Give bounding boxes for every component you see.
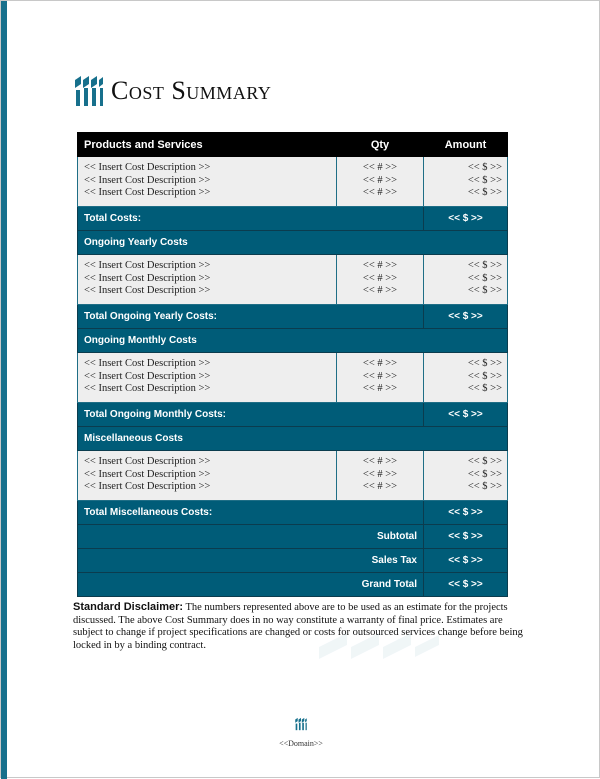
table-row <box>78 353 508 403</box>
cost-description-line: << Insert Cost Description >> <box>84 456 211 467</box>
amount-line: << $ >> <box>467 383 502 394</box>
amount-line: << $ >> <box>467 162 502 173</box>
amount-cell <box>424 451 508 501</box>
amount-line: << $ >> <box>467 468 502 480</box>
amount-line: << $ >> <box>467 187 502 198</box>
qty-line: << # >> <box>362 272 398 284</box>
bar-columns-logo-icon <box>73 74 105 108</box>
section-heading: Ongoing Yearly Costs <box>78 231 508 255</box>
qty-line: << # >> <box>362 358 398 369</box>
amount-cell <box>424 353 508 403</box>
column-header-amount: Amount <box>424 133 508 157</box>
amount-cell <box>424 157 508 207</box>
cost-description-line: << Insert Cost Description >> <box>84 162 211 173</box>
qty-line: << # >> <box>362 187 398 198</box>
summary-label: Grand Total <box>78 573 424 597</box>
amount-cell <box>424 255 508 305</box>
qty-line: << # >> <box>362 481 398 492</box>
cost-description-cell <box>78 451 337 501</box>
section-heading-row <box>78 329 508 353</box>
section-heading-row <box>78 231 508 255</box>
cost-summary-table <box>77 132 508 597</box>
section-total-row <box>78 305 508 329</box>
cost-description-line: << Insert Cost Description >> <box>84 285 211 296</box>
section-total-label: Total Ongoing Yearly Costs: <box>78 305 424 329</box>
summary-value: << $ >> <box>424 573 508 597</box>
summary-row <box>78 573 508 597</box>
qty-line: << # >> <box>362 285 398 296</box>
section-total-value: << $ >> <box>424 403 508 427</box>
cost-table-wrapper <box>77 132 507 597</box>
cost-description-line: << Insert Cost Description >> <box>84 481 211 492</box>
section-total-row <box>78 403 508 427</box>
amount-line: << $ >> <box>467 285 502 296</box>
cost-description-line: << Insert Cost Description >> <box>84 260 211 271</box>
cost-description-cell <box>78 255 337 305</box>
cost-description-line: << Insert Cost Description >> <box>84 174 211 186</box>
qty-cell <box>337 255 424 305</box>
summary-value: << $ >> <box>424 549 508 573</box>
section-total-label: Total Ongoing Monthly Costs: <box>78 403 424 427</box>
section-heading: Ongoing Monthly Costs <box>78 329 508 353</box>
qty-line: << # >> <box>362 456 398 467</box>
qty-line: << # >> <box>362 162 398 173</box>
table-row <box>78 451 508 501</box>
cost-description-line: << Insert Cost Description >> <box>84 468 211 480</box>
qty-line: << # >> <box>362 370 398 382</box>
summary-label: Subtotal <box>78 525 424 549</box>
table-row <box>78 255 508 305</box>
footer-domain: <<Domain>> <box>279 739 323 748</box>
disclaimer-body: The numbers represented above are to be used as an estimate for the projects discussed. The above Cost Summary does in no way constitute a warranty of final price. Estimates are subject to change if project specifications are changed or costs for outsourced services change before being locked in by a binding contract. <box>73 602 523 652</box>
left-accent-stripe <box>1 1 7 779</box>
column-header-qty: Qty <box>337 133 424 157</box>
standard-disclaimer <box>73 601 533 653</box>
section-heading: Miscellaneous Costs <box>78 427 508 451</box>
page-header <box>73 73 271 109</box>
disclaimer-lead: Standard Disclaimer: <box>73 601 184 613</box>
qty-line: << # >> <box>362 383 398 394</box>
summary-label: Sales Tax <box>78 549 424 573</box>
amount-line: << $ >> <box>467 260 502 271</box>
column-header-description: Products and Services <box>78 133 337 157</box>
section-total-value: << $ >> <box>424 501 508 525</box>
section-total-value: << $ >> <box>424 305 508 329</box>
amount-line: << $ >> <box>467 358 502 369</box>
section-total-row <box>78 501 508 525</box>
footer-logo-icon <box>294 717 308 731</box>
cost-description-line: << Insert Cost Description >> <box>84 187 211 198</box>
amount-line: << $ >> <box>467 481 502 492</box>
section-total-value: << $ >> <box>424 207 508 231</box>
cost-description-line: << Insert Cost Description >> <box>84 383 211 394</box>
section-total-row <box>78 207 508 231</box>
qty-cell <box>337 451 424 501</box>
summary-value: << $ >> <box>424 525 508 549</box>
page-footer <box>1 717 600 751</box>
qty-cell <box>337 157 424 207</box>
cost-description-line: << Insert Cost Description >> <box>84 272 211 284</box>
cost-description-cell <box>78 157 337 207</box>
qty-line: << # >> <box>362 260 398 271</box>
cost-description-line: << Insert Cost Description >> <box>84 370 211 382</box>
page-title: Cost Summary <box>111 76 272 105</box>
summary-row <box>78 525 508 549</box>
amount-line: << $ >> <box>467 174 502 186</box>
section-total-label: Total Miscellaneous Costs: <box>78 501 424 525</box>
qty-line: << # >> <box>362 174 398 186</box>
cost-description-line: << Insert Cost Description >> <box>84 358 211 369</box>
qty-cell <box>337 353 424 403</box>
amount-line: << $ >> <box>467 370 502 382</box>
section-heading-row <box>78 427 508 451</box>
section-total-label: Total Costs: <box>78 207 424 231</box>
table-header-row <box>78 133 508 157</box>
amount-line: << $ >> <box>467 456 502 467</box>
cost-table-body <box>78 157 508 597</box>
qty-line: << # >> <box>362 468 398 480</box>
watermark-logo-icon <box>319 627 439 669</box>
table-row <box>78 157 508 207</box>
cost-description-cell <box>78 353 337 403</box>
summary-row <box>78 549 508 573</box>
amount-line: << $ >> <box>467 272 502 284</box>
